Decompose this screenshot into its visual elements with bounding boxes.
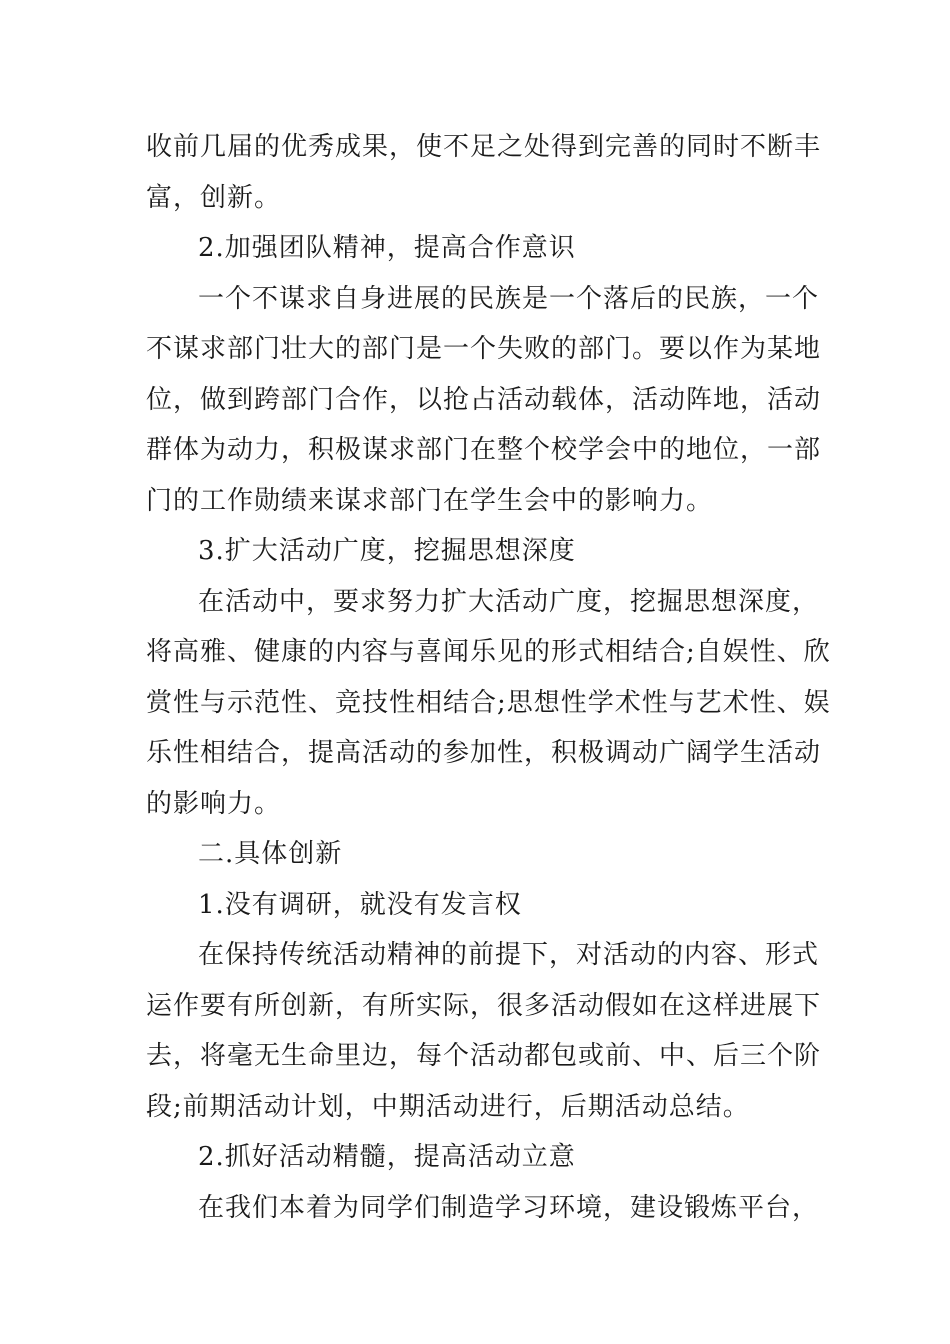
section-heading: 二.具体创新 [198,839,343,869]
text-line: 去，将毫无生命里边，每个活动都包或前、中、后三个阶 [146,1041,822,1071]
text-line: 段;前期活动计划，中期活动进行，后期活动总结。 [146,1091,750,1122]
text-line: 赏性与示范性、竞技性相结合;思想性学术性与艺术性、娱 [146,687,831,718]
section-heading: 1.没有调研，就没有发言权 [198,889,522,920]
text-line: 运作要有所创新，有所实际，很多活动假如在这样进展下 [146,990,822,1021]
text-line: 收前几届的优秀成果，使不足之处得到完善的同时不断丰 [146,132,822,162]
document-body [146,122,831,1233]
text-line: 在活动中，要求努力扩大活动广度，挖掘思想深度， [198,586,820,617]
text-line: 门的工作勋绩来谋求部门在学生会中的影响力。 [146,485,714,516]
section-heading: 2.抓好活动精髓，提高活动立意 [198,1142,576,1172]
text-line: 一个不谋求自身进展的民族是一个落后的民族，一个 [198,283,820,314]
section-heading: 3.扩大活动广度，挖掘思想深度 [198,536,576,566]
text-line: 在我们本着为同学们制造学习环境，建设锻炼平台， [198,1192,820,1223]
text-line: 的影响力。 [146,788,282,819]
section-heading: 2.加强团队精神，提高合作意识 [198,233,576,263]
text-line: 乐性相结合，提高活动的参加性，积极调动广阔学生活动 [146,738,822,768]
text-line: 位，做到跨部门合作，以抢占活动载体，活动阵地，活动 [146,384,822,415]
text-line: 不谋求部门壮大的部门是一个失败的部门。要以作为某地 [146,334,822,364]
text-line: 群体为动力，积极谋求部门在整个校学会中的地位，一部 [146,435,822,465]
text-line: 在保持传统活动精神的前提下，对活动的内容、形式 [198,940,820,970]
text-line: 将高雅、健康的内容与喜闻乐见的形式相结合;自娱性、欣 [146,637,831,667]
text-line: 富，创新。 [146,182,282,213]
